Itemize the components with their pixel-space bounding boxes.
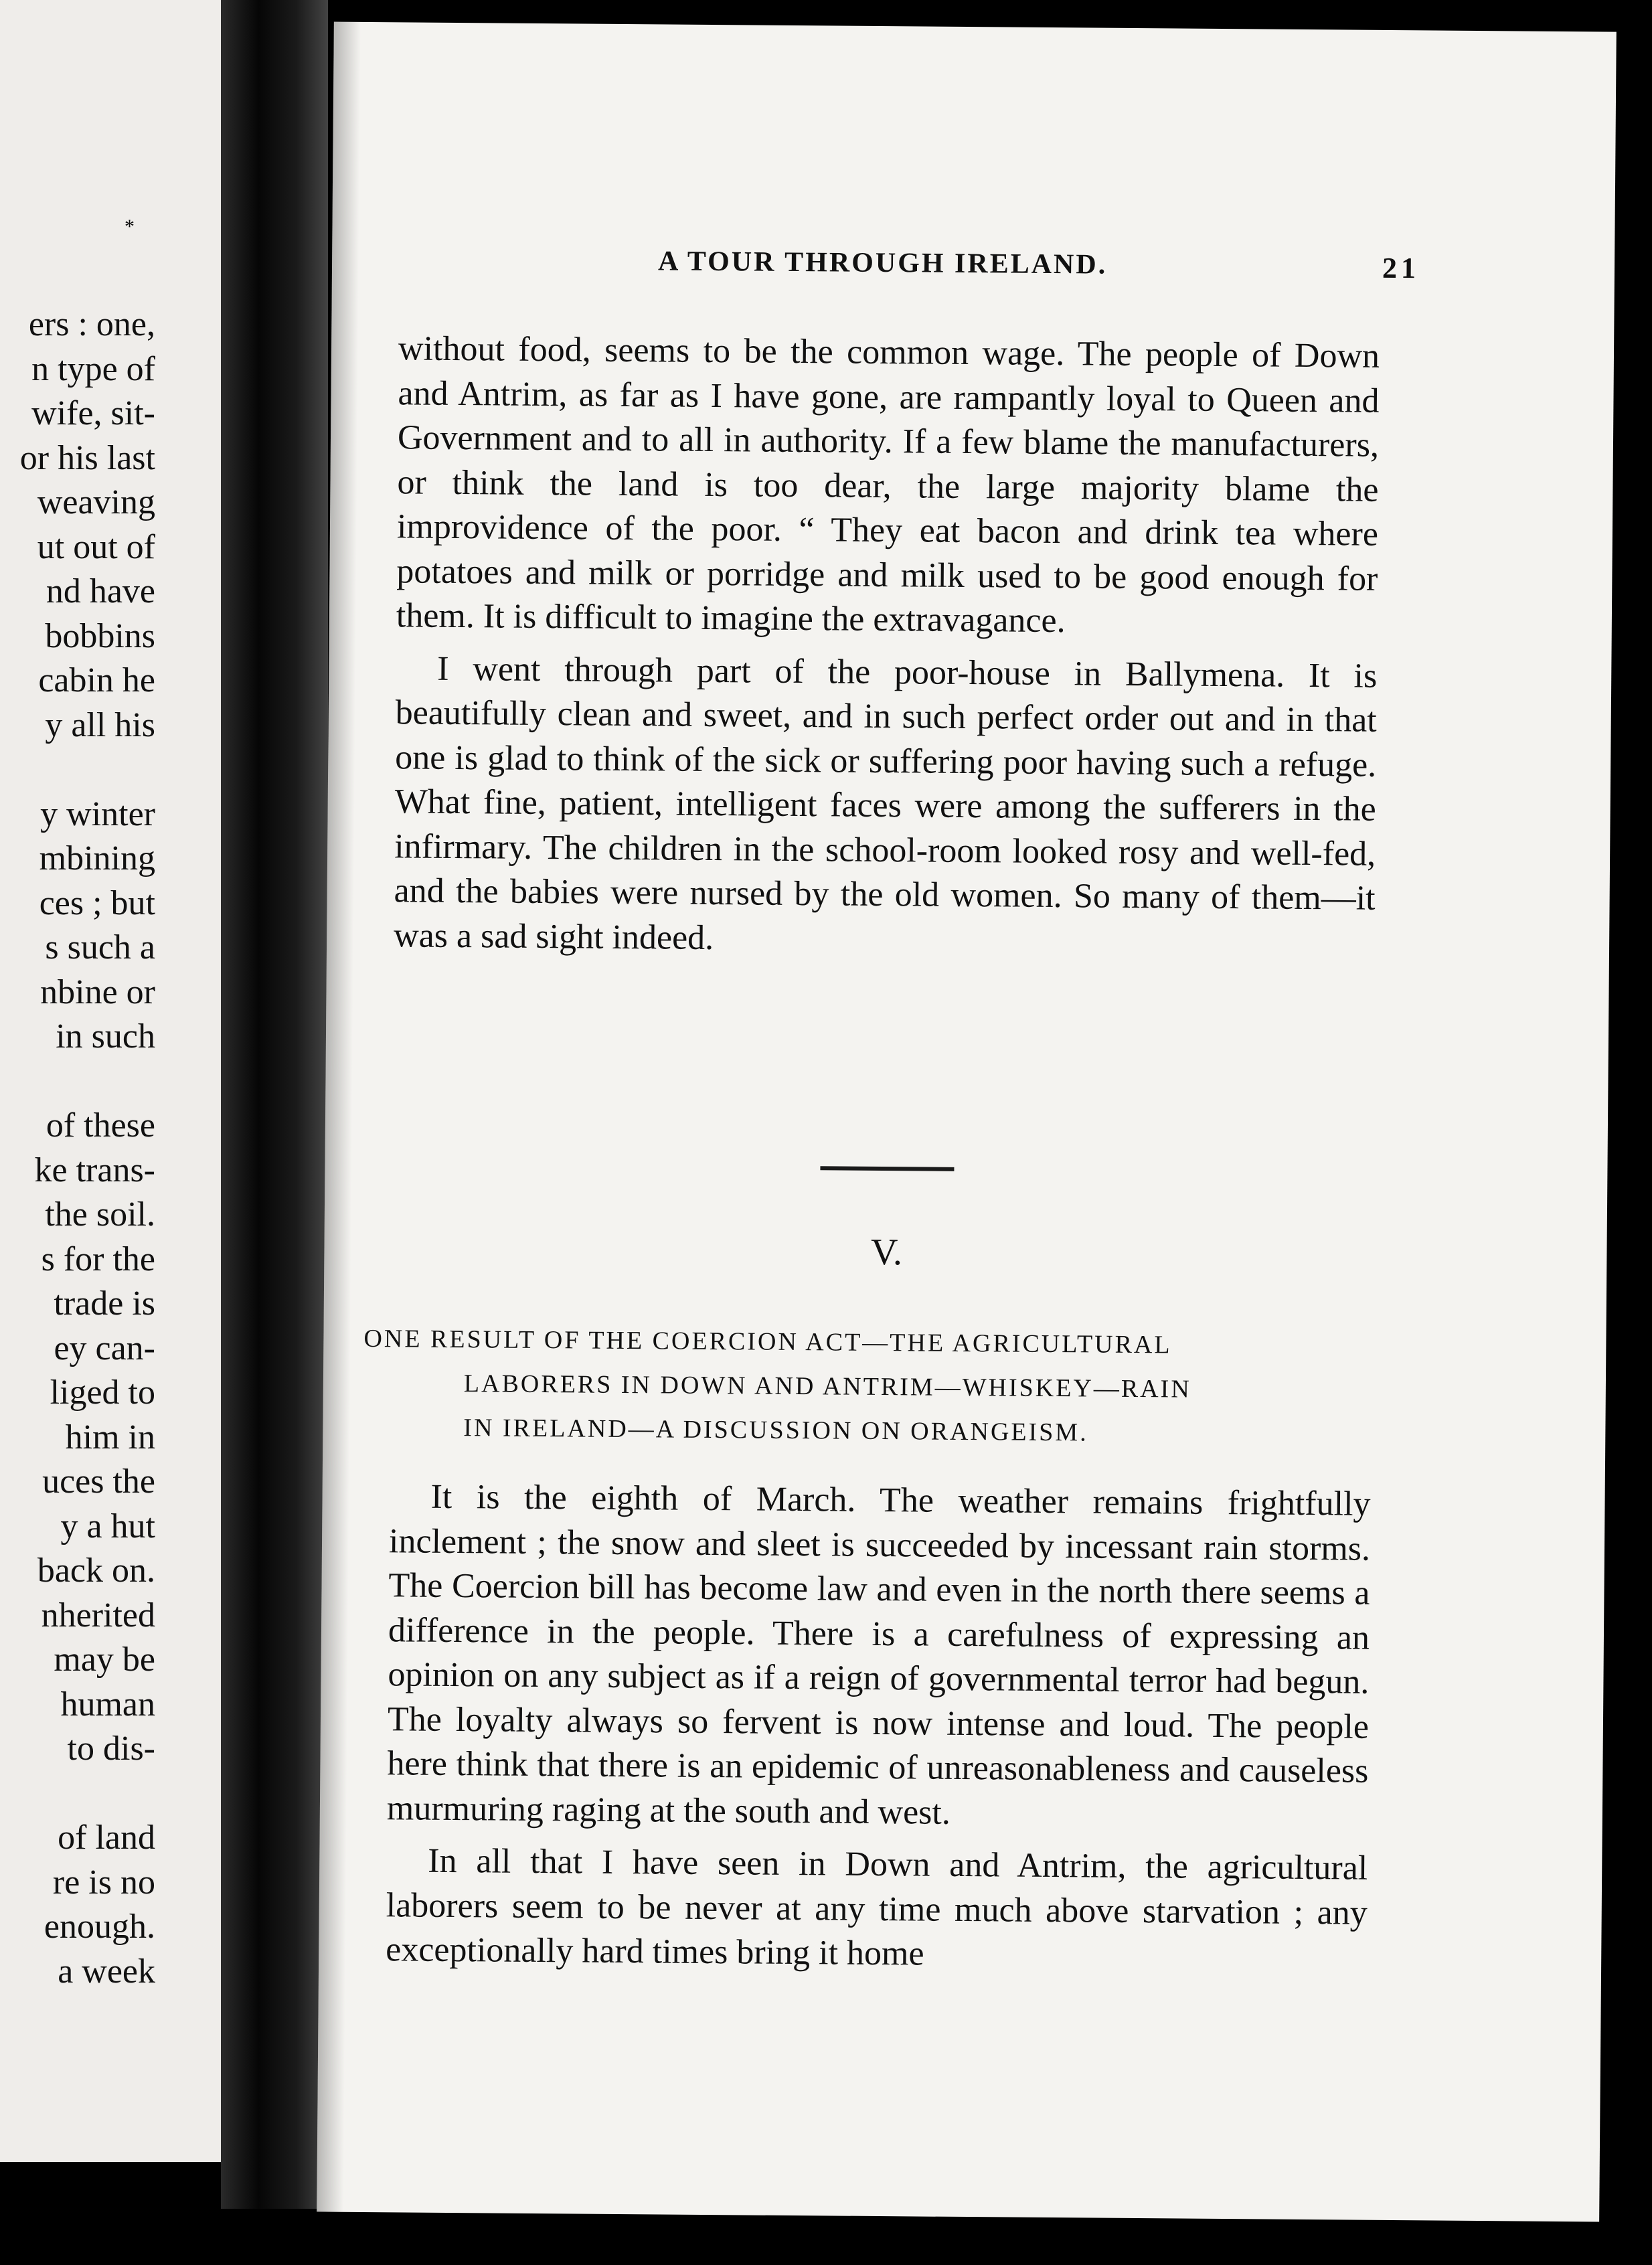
left-page-line: ers : one, (28, 305, 155, 343)
left-page-line: a week (58, 1952, 155, 1991)
left-page-line: s for the (41, 1240, 155, 1278)
left-page-line: uces the (42, 1462, 155, 1501)
right-page (317, 22, 1617, 2222)
left-page-line: re is no (52, 1863, 155, 1902)
book-gutter (221, 0, 328, 2209)
left-page-line: enough. (44, 1908, 155, 1946)
left-page-line: ke trans- (34, 1151, 155, 1189)
running-head (332, 243, 1615, 293)
left-page-line: bobbins (45, 616, 155, 655)
section-heading-line: ONE RESULT OF THE COERCION ACT—THE AGRICULTURAL (363, 1324, 1172, 1359)
section-v-body (386, 1475, 1371, 1980)
left-page-line: the soil. (45, 1195, 155, 1234)
left-page-line: or his last (19, 438, 155, 477)
left-page-line: y a hut (60, 1507, 155, 1545)
section-heading-line: LABORERS IN DOWN AND ANTRIM—WHISKEY—RAIN (463, 1369, 1191, 1404)
left-page-line: s such a (45, 928, 155, 967)
left-page-line: mbining (39, 839, 155, 877)
left-page-line: n type of (31, 349, 155, 388)
left-page-line: him in (65, 1418, 155, 1456)
printer-mark: * (125, 216, 135, 238)
left-page-line: nherited (41, 1596, 155, 1634)
left-page-line: may be (54, 1641, 155, 1679)
left-page-line: to dis- (67, 1730, 155, 1768)
section-heading-line: IN IRELAND—A DISCUSSION ON ORANGEISM. (463, 1414, 1088, 1447)
left-page-line: nd have (46, 572, 155, 610)
paragraph: I went through part of the poor-house in Ballymena. It is beautifully clean and sweet, and in such perfect order out and in that one is glad to think of the sick or suffering poor having such a refuge. What fine, patient, intelligent faces were among the sufferers in the infirmary. The children in the school-room looked rosy and well-fed, and the babies were nursed by the old women. So many of them—it was a sad sight indeed. (393, 649, 1378, 957)
left-page-line: liged to (50, 1373, 155, 1412)
left-page-line: weaving (37, 483, 155, 521)
paragraph: It is the eighth of March. The weather remains frightfully inclement ; the snow and sleet is succeeded by incessant rain storms. The Coercion bill has become law and even in the north there seems a difference in the people. There is a carefulness of expressing an opinion on any subject as if a reign of governmental terror had begun. The loyalty always so fervent is now intense and loud. The people here think that there is an epidemic of unreasonableness and causeless murmuring raging at the south and west. (386, 1477, 1371, 1832)
paragraph: In all that I have seen in Down and Antrim, the agricultural laborers seem to be never at any time much above starvation ; any exceptionally hard times bring it home (386, 1841, 1368, 1973)
left-page-line: ut out of (37, 527, 155, 566)
left-page-line: in such (56, 1017, 155, 1056)
section-heading (363, 1317, 1408, 1457)
left-page-line: y winter (40, 794, 155, 833)
running-title: A TOUR THROUGH IRELAND. (657, 246, 1108, 280)
section-iv-continuation (394, 327, 1380, 965)
left-page-line: human (60, 1685, 155, 1724)
left-page-line: back on. (37, 1551, 155, 1590)
left-page-line: wife, sit- (31, 394, 155, 432)
left-page-line: ces ; but (39, 884, 155, 922)
left-page-line: ey can- (54, 1329, 155, 1367)
left-facing-page (0, 0, 242, 2162)
left-page-line: of these (46, 1106, 155, 1145)
section-divider-rule (820, 1166, 954, 1171)
left-page-line: of land (58, 1819, 155, 1857)
left-page-line: cabin he (38, 661, 155, 699)
section-number: V. (870, 1231, 903, 1274)
left-page-line: y all his (45, 705, 155, 744)
left-page-line: trade is (54, 1284, 155, 1323)
paragraph: without food, seems to be the common wage. The people of Down and Antrim, as far as I have gone, are rampantly loyal to Queen and Government and to all in authority. If a few blame the manufacturers, or think the land is too dear, the large majority blame the improvidence of the poor. “ They eat bacon and drink tea where potatoes and milk or porridge and milk used to be good enough for them. It is difficult to imagine the extravagance. (396, 329, 1380, 641)
left-page-line: nbine or (40, 973, 155, 1011)
page-number: 21 (1382, 251, 1420, 285)
